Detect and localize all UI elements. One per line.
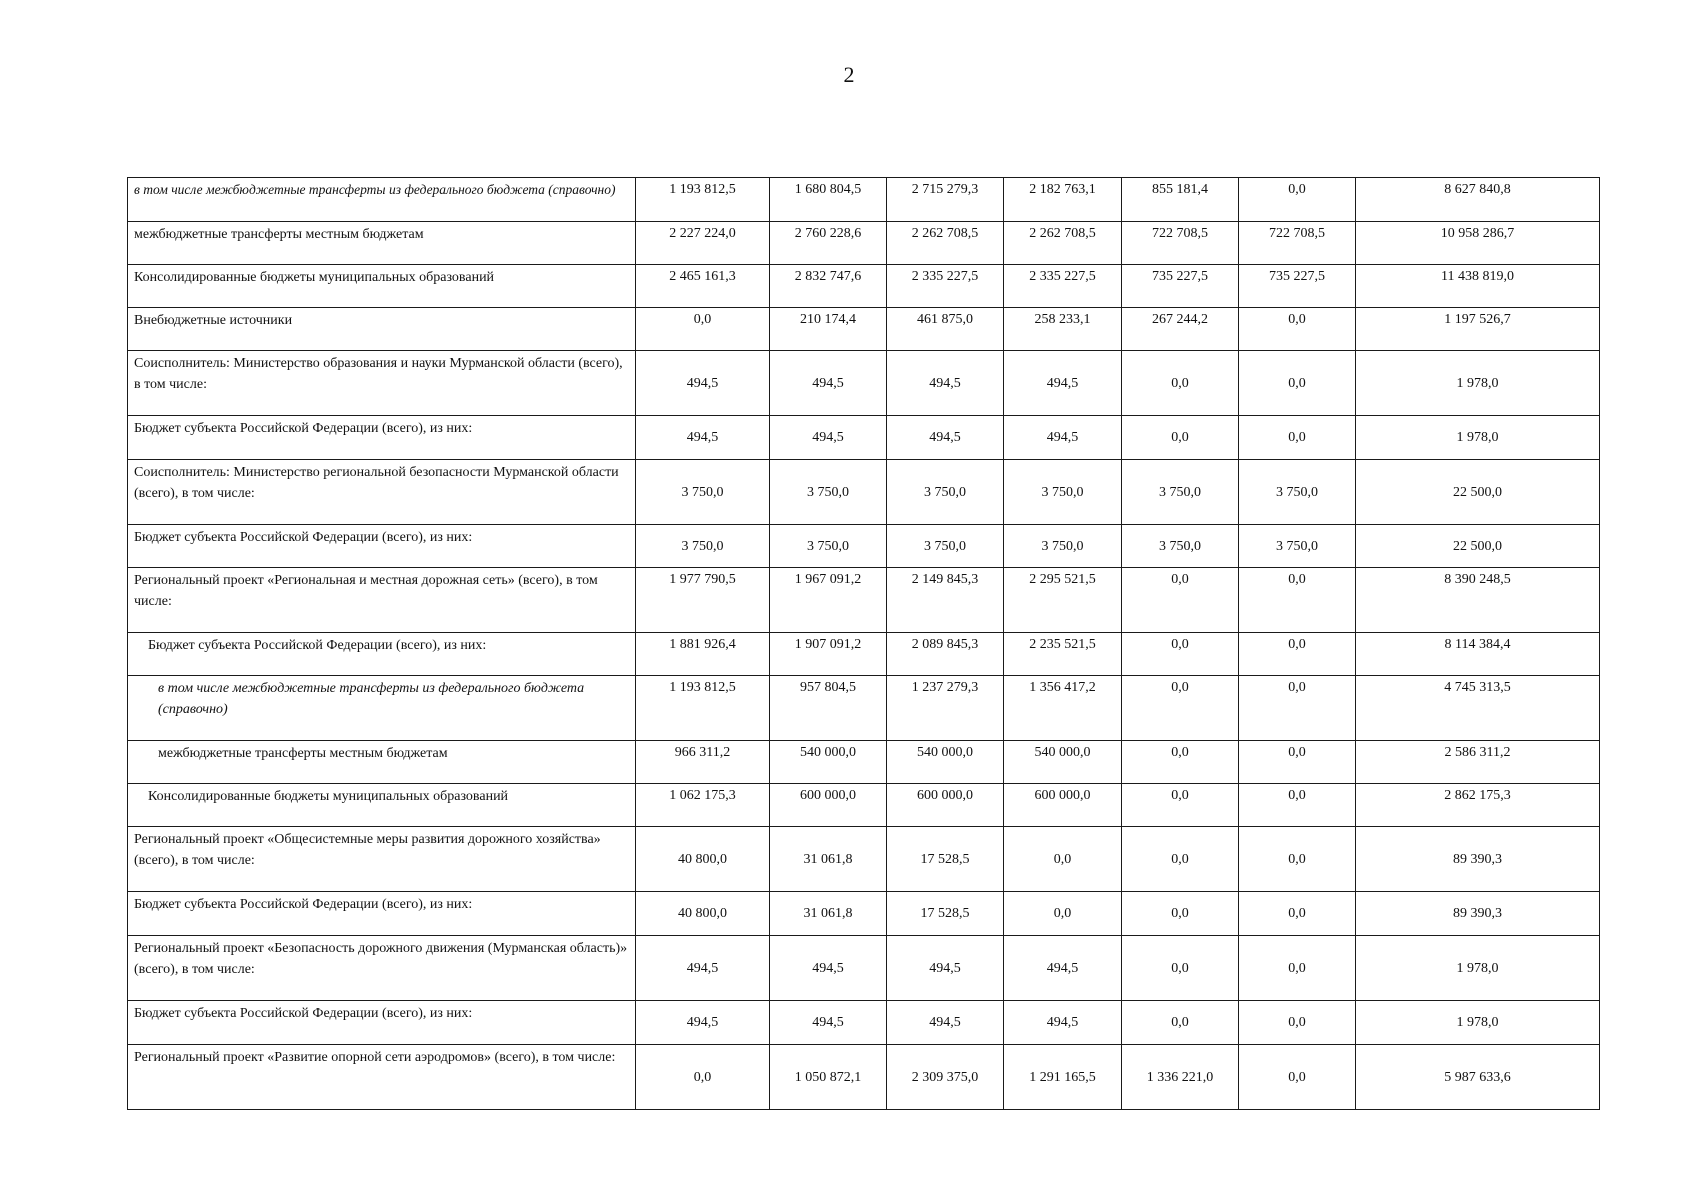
row-label: в том числе межбюджетные трансферты из федерального бюджета (справочно) xyxy=(128,178,636,222)
value-cell: 1 291 165,5 xyxy=(1004,1045,1122,1110)
value-cell: 17 528,5 xyxy=(887,827,1004,892)
table-row xyxy=(128,633,1600,676)
table-row xyxy=(128,460,1600,525)
value-cell: 600 000,0 xyxy=(887,784,1004,827)
value-cell: 494,5 xyxy=(887,416,1004,460)
value-cell: 0,0 xyxy=(1239,1001,1356,1045)
row-label: Бюджет субъекта Российской Федерации (всего), из них: xyxy=(128,892,636,936)
table-row xyxy=(128,308,1600,351)
value-cell: 540 000,0 xyxy=(887,741,1004,784)
value-cell: 1 967 091,2 xyxy=(770,568,887,633)
value-cell: 267 244,2 xyxy=(1122,308,1239,351)
row-label: Бюджет субъекта Российской Федерации (всего), из них: xyxy=(128,633,636,676)
value-cell: 494,5 xyxy=(887,351,1004,416)
value-cell: 2 089 845,3 xyxy=(887,633,1004,676)
value-cell: 600 000,0 xyxy=(1004,784,1122,827)
row-label: Соисполнитель: Министерство образования и науки Мурманской области (всего), в том числе: xyxy=(128,351,636,416)
table-row xyxy=(128,568,1600,633)
value-cell: 0,0 xyxy=(1122,827,1239,892)
table-row xyxy=(128,265,1600,308)
value-cell: 2 335 227,5 xyxy=(887,265,1004,308)
value-cell: 2 309 375,0 xyxy=(887,1045,1004,1110)
value-cell: 1 197 526,7 xyxy=(1356,308,1600,351)
table-row xyxy=(128,892,1600,936)
value-cell: 494,5 xyxy=(770,351,887,416)
value-cell: 0,0 xyxy=(636,308,770,351)
table-row xyxy=(128,222,1600,265)
value-cell: 31 061,8 xyxy=(770,892,887,936)
value-cell: 0,0 xyxy=(1122,936,1239,1001)
row-label: Региональный проект «Общесистемные меры развития дорожного хозяйства» (всего), в том числе: xyxy=(128,827,636,892)
value-cell: 1 237 279,3 xyxy=(887,676,1004,741)
value-cell: 722 708,5 xyxy=(1239,222,1356,265)
value-cell: 5 987 633,6 xyxy=(1356,1045,1600,1110)
value-cell: 17 528,5 xyxy=(887,892,1004,936)
value-cell: 540 000,0 xyxy=(770,741,887,784)
value-cell: 600 000,0 xyxy=(770,784,887,827)
value-cell: 1 978,0 xyxy=(1356,416,1600,460)
value-cell: 210 174,4 xyxy=(770,308,887,351)
value-cell: 735 227,5 xyxy=(1239,265,1356,308)
value-cell: 2 862 175,3 xyxy=(1356,784,1600,827)
value-cell: 0,0 xyxy=(1239,633,1356,676)
value-cell: 1 977 790,5 xyxy=(636,568,770,633)
value-cell: 258 233,1 xyxy=(1004,308,1122,351)
value-cell: 0,0 xyxy=(1239,892,1356,936)
table-row xyxy=(128,741,1600,784)
value-cell: 31 061,8 xyxy=(770,827,887,892)
table-row xyxy=(128,525,1600,568)
page-number: 2 xyxy=(843,62,855,87)
value-cell: 957 804,5 xyxy=(770,676,887,741)
value-cell: 494,5 xyxy=(636,1001,770,1045)
value-cell: 2 586 311,2 xyxy=(1356,741,1600,784)
value-cell: 1 881 926,4 xyxy=(636,633,770,676)
row-label: в том числе межбюджетные трансферты из федерального бюджета (справочно) xyxy=(128,676,636,741)
value-cell: 494,5 xyxy=(636,416,770,460)
value-cell: 1 193 812,5 xyxy=(636,178,770,222)
value-cell: 2 832 747,6 xyxy=(770,265,887,308)
table-row xyxy=(128,784,1600,827)
value-cell: 0,0 xyxy=(1239,741,1356,784)
budget-table xyxy=(127,177,1600,1110)
value-cell: 0,0 xyxy=(1239,936,1356,1001)
value-cell: 2 149 845,3 xyxy=(887,568,1004,633)
value-cell: 2 760 228,6 xyxy=(770,222,887,265)
value-cell: 8 627 840,8 xyxy=(1356,178,1600,222)
value-cell: 494,5 xyxy=(636,351,770,416)
row-label: Консолидированные бюджеты муниципальных образований xyxy=(128,265,636,308)
value-cell: 3 750,0 xyxy=(1239,460,1356,525)
value-cell: 0,0 xyxy=(1004,827,1122,892)
value-cell: 40 800,0 xyxy=(636,892,770,936)
value-cell: 966 311,2 xyxy=(636,741,770,784)
row-label: Региональный проект «Безопасность дорожного движения (Мурманская область)» (всего), в том числе: xyxy=(128,936,636,1001)
value-cell: 494,5 xyxy=(770,1001,887,1045)
value-cell: 494,5 xyxy=(636,936,770,1001)
value-cell: 0,0 xyxy=(1239,416,1356,460)
value-cell: 11 438 819,0 xyxy=(1356,265,1600,308)
value-cell: 1 062 175,3 xyxy=(636,784,770,827)
value-cell: 3 750,0 xyxy=(1122,460,1239,525)
value-cell: 1 978,0 xyxy=(1356,936,1600,1001)
value-cell: 1 356 417,2 xyxy=(1004,676,1122,741)
value-cell: 3 750,0 xyxy=(1239,525,1356,568)
value-cell: 1 907 091,2 xyxy=(770,633,887,676)
row-label: Консолидированные бюджеты муниципальных образований xyxy=(128,784,636,827)
value-cell: 494,5 xyxy=(887,1001,1004,1045)
value-cell: 722 708,5 xyxy=(1122,222,1239,265)
value-cell: 494,5 xyxy=(1004,936,1122,1001)
value-cell: 0,0 xyxy=(1122,741,1239,784)
value-cell: 494,5 xyxy=(770,416,887,460)
value-cell: 494,5 xyxy=(1004,351,1122,416)
value-cell: 0,0 xyxy=(636,1045,770,1110)
value-cell: 0,0 xyxy=(1122,784,1239,827)
value-cell: 494,5 xyxy=(1004,416,1122,460)
row-label: Соисполнитель: Министерство региональной безопасности Мурманской области (всего), в том числе: xyxy=(128,460,636,525)
value-cell: 89 390,3 xyxy=(1356,827,1600,892)
table-row xyxy=(128,936,1600,1001)
value-cell: 2 465 161,3 xyxy=(636,265,770,308)
value-cell: 22 500,0 xyxy=(1356,525,1600,568)
value-cell: 3 750,0 xyxy=(1004,525,1122,568)
row-label: Бюджет субъекта Российской Федерации (всего), из них: xyxy=(128,416,636,460)
value-cell: 2 227 224,0 xyxy=(636,222,770,265)
table-row xyxy=(128,676,1600,741)
row-label: Бюджет субъекта Российской Федерации (всего), из них: xyxy=(128,525,636,568)
value-cell: 494,5 xyxy=(770,936,887,1001)
table-row xyxy=(128,827,1600,892)
value-cell: 3 750,0 xyxy=(1004,460,1122,525)
value-cell: 0,0 xyxy=(1239,784,1356,827)
value-cell: 3 750,0 xyxy=(770,525,887,568)
value-cell: 0,0 xyxy=(1239,1045,1356,1110)
value-cell: 8 114 384,4 xyxy=(1356,633,1600,676)
value-cell: 2 335 227,5 xyxy=(1004,265,1122,308)
value-cell: 89 390,3 xyxy=(1356,892,1600,936)
value-cell: 0,0 xyxy=(1122,892,1239,936)
value-cell: 461 875,0 xyxy=(887,308,1004,351)
value-cell: 4 745 313,5 xyxy=(1356,676,1600,741)
value-cell: 3 750,0 xyxy=(636,460,770,525)
value-cell: 3 750,0 xyxy=(887,525,1004,568)
value-cell: 2 715 279,3 xyxy=(887,178,1004,222)
value-cell: 40 800,0 xyxy=(636,827,770,892)
value-cell: 494,5 xyxy=(887,936,1004,1001)
table-row xyxy=(128,416,1600,460)
row-label: межбюджетные трансферты местным бюджетам xyxy=(128,222,636,265)
value-cell: 0,0 xyxy=(1122,568,1239,633)
value-cell: 3 750,0 xyxy=(887,460,1004,525)
value-cell: 3 750,0 xyxy=(1122,525,1239,568)
value-cell: 540 000,0 xyxy=(1004,741,1122,784)
value-cell: 3 750,0 xyxy=(770,460,887,525)
value-cell: 0,0 xyxy=(1122,1001,1239,1045)
value-cell: 0,0 xyxy=(1122,633,1239,676)
value-cell: 1 336 221,0 xyxy=(1122,1045,1239,1110)
value-cell: 1 978,0 xyxy=(1356,351,1600,416)
value-cell: 0,0 xyxy=(1239,676,1356,741)
value-cell: 0,0 xyxy=(1239,568,1356,633)
value-cell: 2 262 708,5 xyxy=(1004,222,1122,265)
value-cell: 0,0 xyxy=(1122,351,1239,416)
row-label: Региональный проект «Региональная и местная дорожная сеть» (всего), в том числе: xyxy=(128,568,636,633)
value-cell: 0,0 xyxy=(1004,892,1122,936)
value-cell: 1 680 804,5 xyxy=(770,178,887,222)
table-row xyxy=(128,1001,1600,1045)
table-row xyxy=(128,178,1600,222)
value-cell: 2 235 521,5 xyxy=(1004,633,1122,676)
value-cell: 855 181,4 xyxy=(1122,178,1239,222)
value-cell: 0,0 xyxy=(1122,676,1239,741)
value-cell: 0,0 xyxy=(1239,308,1356,351)
value-cell: 0,0 xyxy=(1239,827,1356,892)
row-label: межбюджетные трансферты местным бюджетам xyxy=(128,741,636,784)
value-cell: 2 182 763,1 xyxy=(1004,178,1122,222)
row-label: Бюджет субъекта Российской Федерации (всего), из них: xyxy=(128,1001,636,1045)
value-cell: 2 262 708,5 xyxy=(887,222,1004,265)
value-cell: 3 750,0 xyxy=(636,525,770,568)
value-cell: 1 193 812,5 xyxy=(636,676,770,741)
value-cell: 2 295 521,5 xyxy=(1004,568,1122,633)
row-label: Региональный проект «Развитие опорной сети аэродромов» (всего), в том числе: xyxy=(128,1045,636,1110)
value-cell: 10 958 286,7 xyxy=(1356,222,1600,265)
value-cell: 1 978,0 xyxy=(1356,1001,1600,1045)
value-cell: 8 390 248,5 xyxy=(1356,568,1600,633)
table-row xyxy=(128,351,1600,416)
value-cell: 735 227,5 xyxy=(1122,265,1239,308)
value-cell: 494,5 xyxy=(1004,1001,1122,1045)
value-cell: 0,0 xyxy=(1122,416,1239,460)
value-cell: 0,0 xyxy=(1239,178,1356,222)
row-label: Внебюджетные источники xyxy=(128,308,636,351)
value-cell: 1 050 872,1 xyxy=(770,1045,887,1110)
table-row xyxy=(128,1045,1600,1110)
value-cell: 0,0 xyxy=(1239,351,1356,416)
value-cell: 22 500,0 xyxy=(1356,460,1600,525)
